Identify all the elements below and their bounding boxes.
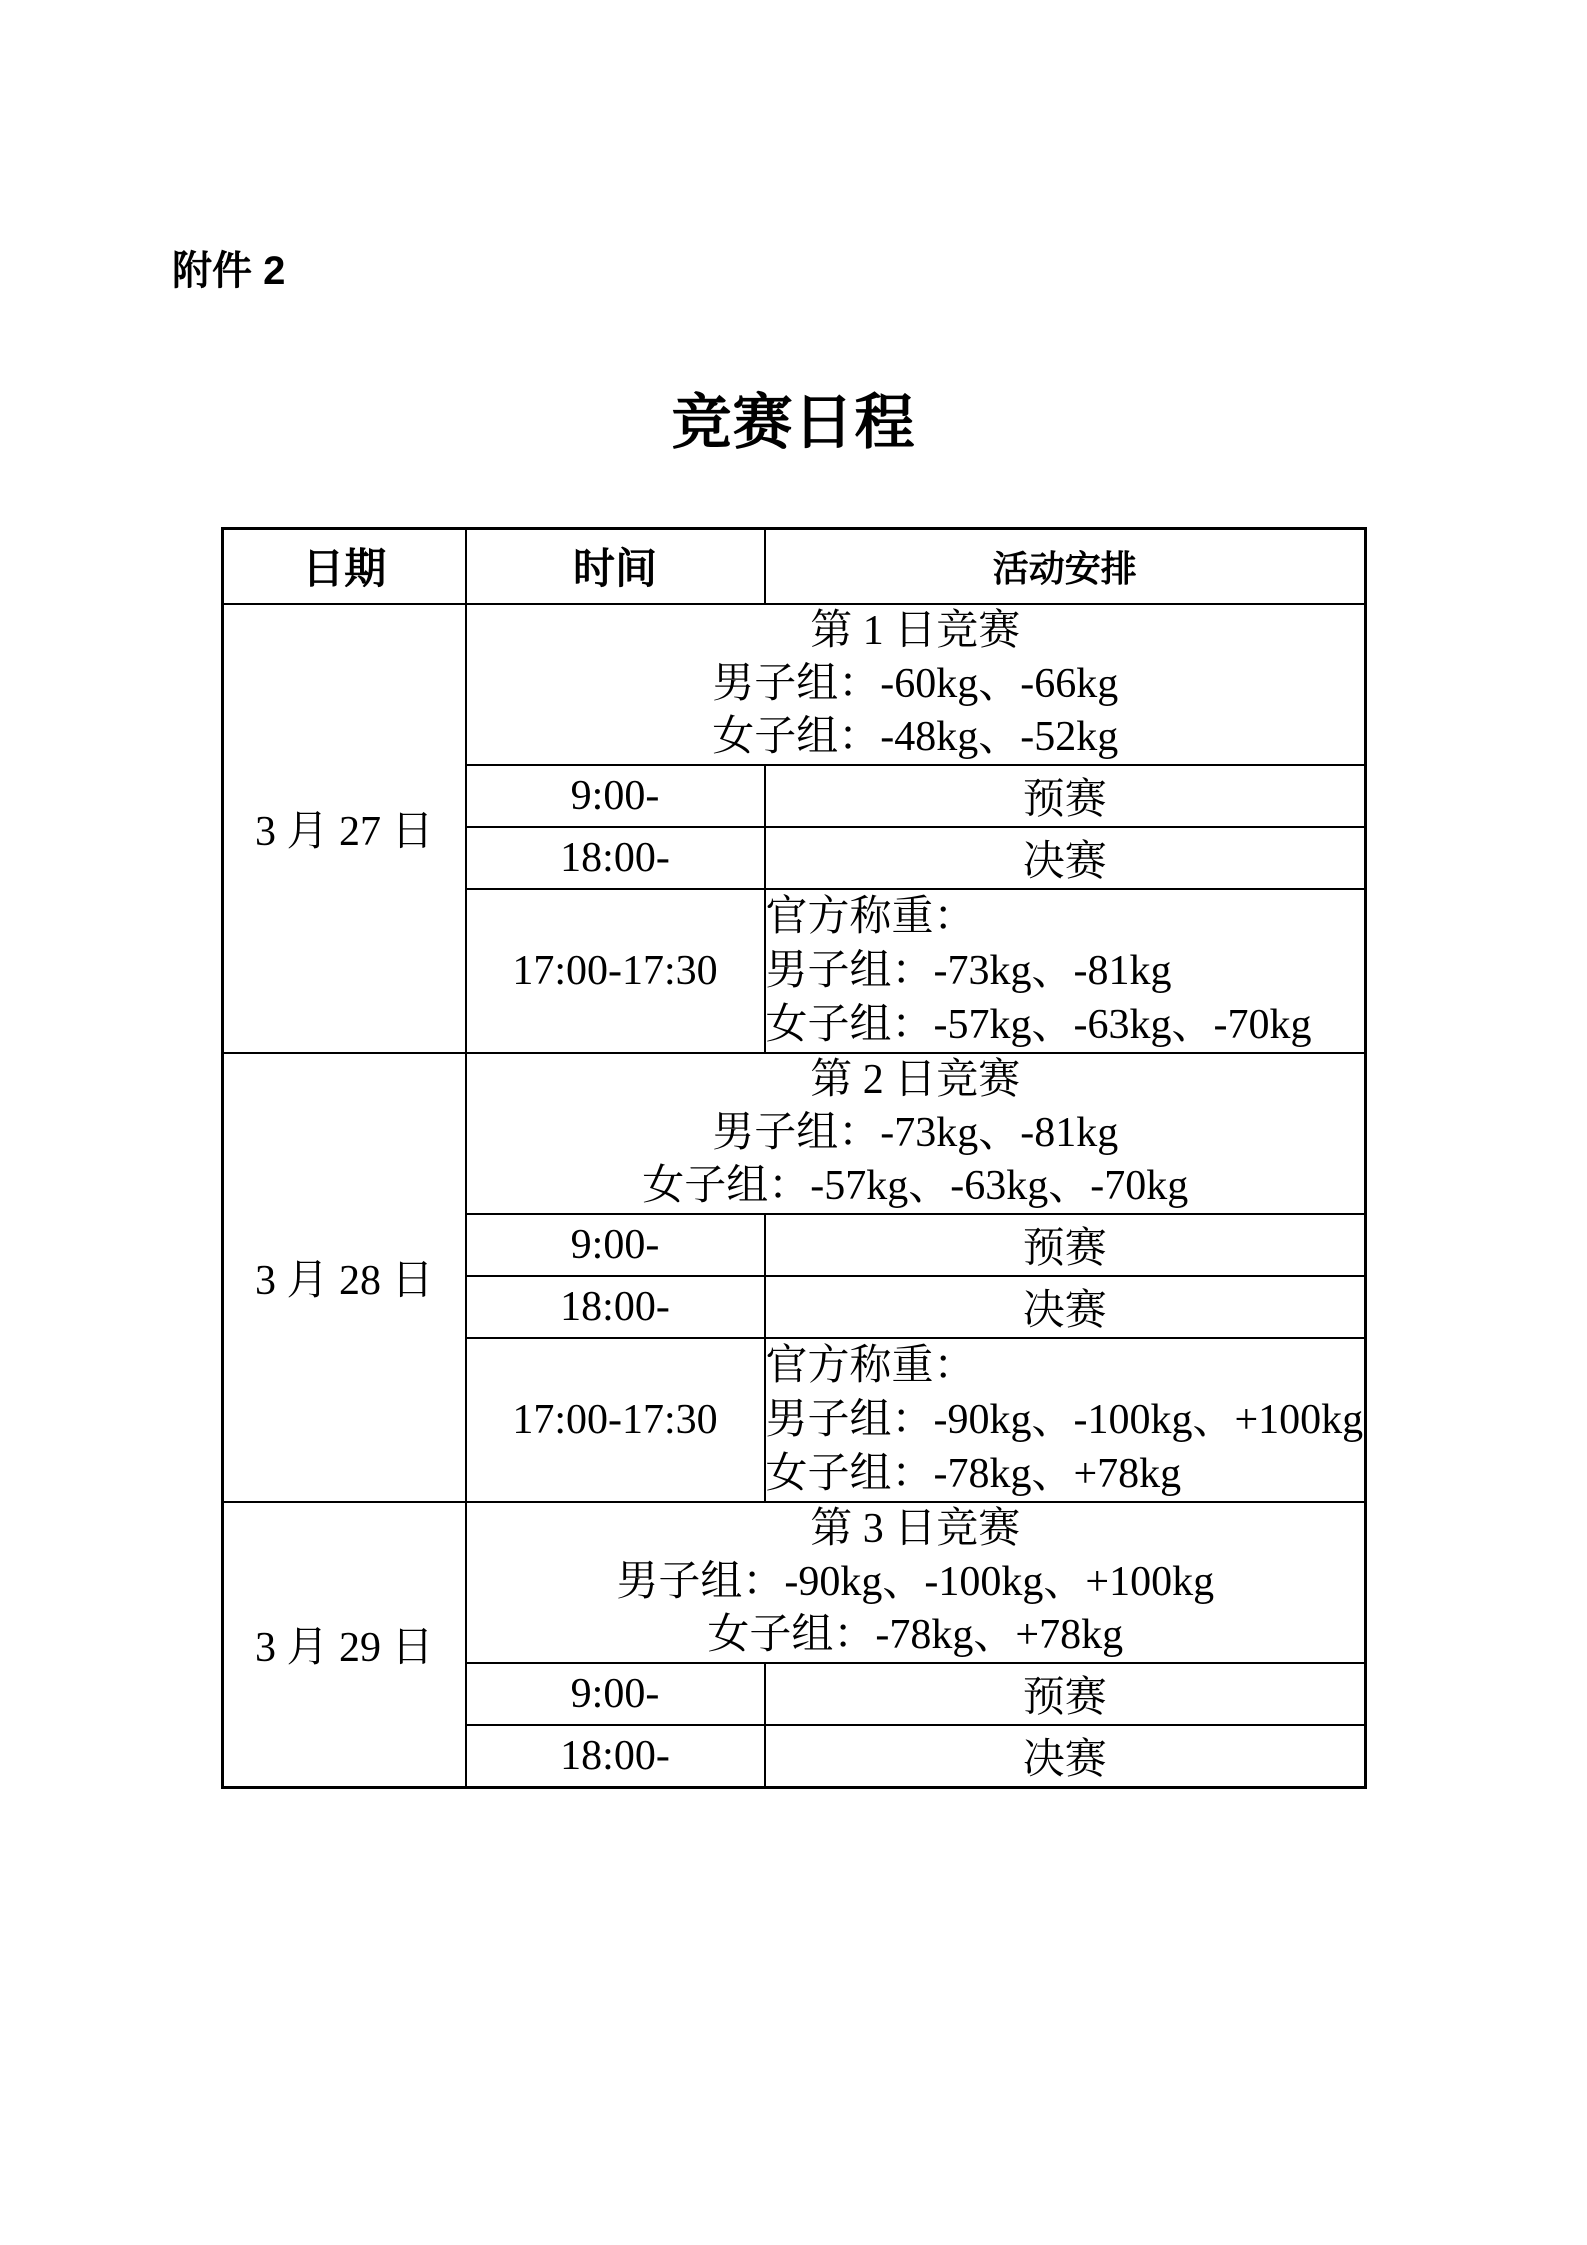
overview-line: 女子组：-48kg、-52kg (712, 713, 1119, 760)
overview-cell (466, 1053, 1366, 1214)
time-cell: 18:00- (466, 827, 765, 889)
overview-line: 第 1 日竞赛 (810, 607, 1021, 654)
activity-cell: 预赛 (765, 1663, 1366, 1725)
weighin-line: 男子组：-73kg、-81kg (765, 947, 1172, 994)
date-cell: 3 月 27 日 (223, 604, 466, 1053)
weighin-line: 官方称重： (765, 1342, 976, 1389)
date-cell: 3 月 28 日 (223, 1053, 466, 1502)
weighin-cell (765, 1338, 1366, 1502)
time-cell: 18:00- (466, 1725, 765, 1788)
weighin-cell (765, 889, 1366, 1053)
schedule-table (221, 527, 1367, 1789)
activity-cell: 决赛 (765, 1725, 1366, 1788)
header-time-cell: 时间 (466, 529, 765, 604)
overview-line: 男子组：-90kg、-100kg、+100kg (616, 1558, 1215, 1605)
weighin-line: 男子组：-90kg、-100kg、+100kg (765, 1396, 1364, 1443)
time-cell: 9:00- (466, 1214, 765, 1276)
time-cell: 17:00-17:30 (466, 889, 765, 1053)
activity-cell: 决赛 (765, 1276, 1366, 1338)
time-cell: 9:00- (466, 1663, 765, 1725)
overview-cell (466, 604, 1366, 765)
date-cell: 3 月 29 日 (223, 1502, 466, 1788)
table-row (223, 1502, 1366, 1663)
weighin-line: 女子组：-78kg、+78kg (765, 1450, 1182, 1497)
activity-cell: 预赛 (765, 765, 1366, 827)
overview-line: 女子组：-78kg、+78kg (707, 1611, 1124, 1658)
table-row (223, 1053, 1366, 1214)
overview-line: 第 2 日竞赛 (810, 1056, 1021, 1103)
attachment-label: 附件 2 (172, 249, 286, 293)
overview-line: 第 3 日竞赛 (810, 1505, 1021, 1552)
overview-line: 男子组：-60kg、-66kg (712, 660, 1119, 707)
page-title: 竞赛日程 (671, 390, 916, 456)
activity-cell: 决赛 (765, 827, 1366, 889)
header-row (223, 529, 1366, 604)
time-cell: 9:00- (466, 765, 765, 827)
time-cell: 17:00-17:30 (466, 1338, 765, 1502)
header-activity-cell: 活动安排 (765, 529, 1366, 604)
overview-line: 男子组：-73kg、-81kg (712, 1109, 1119, 1156)
activity-cell: 预赛 (765, 1214, 1366, 1276)
overview-cell (466, 1502, 1366, 1663)
overview-line: 女子组：-57kg、-63kg、-70kg (642, 1162, 1189, 1209)
weighin-line: 女子组：-57kg、-63kg、-70kg (765, 1001, 1312, 1048)
time-cell: 18:00- (466, 1276, 765, 1338)
header-date-cell: 日期 (223, 529, 466, 604)
table-row (223, 604, 1366, 765)
weighin-line: 官方称重： (765, 893, 976, 940)
